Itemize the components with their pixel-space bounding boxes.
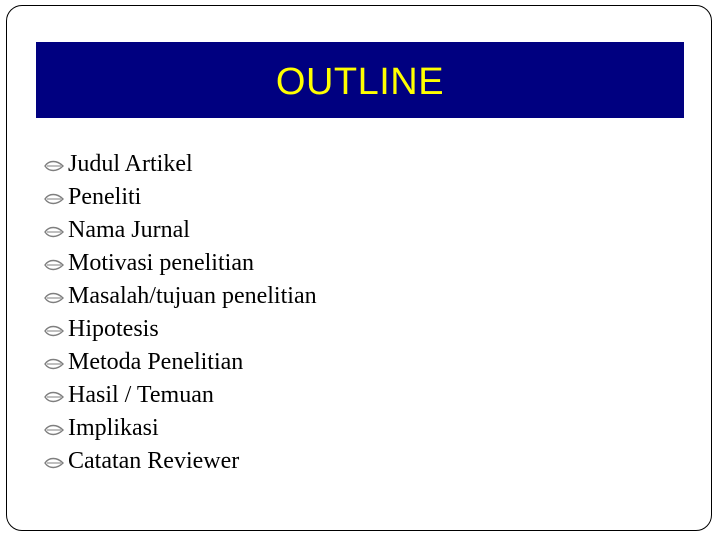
outline-list bbox=[44, 148, 317, 478]
leaf-bullet-icon bbox=[44, 357, 66, 371]
list-item-label: Hipotesis bbox=[68, 316, 159, 342]
leaf-bullet-icon bbox=[44, 390, 66, 404]
slide-title: OUTLINE bbox=[275, 60, 445, 103]
list-item-label: Judul Artikel bbox=[68, 151, 193, 177]
list-item bbox=[44, 412, 317, 445]
leaf-bullet-icon bbox=[44, 423, 66, 437]
list-item bbox=[44, 181, 317, 214]
list-item-label: Hasil / Temuan bbox=[68, 382, 214, 408]
list-item-label: Peneliti bbox=[68, 184, 142, 210]
list-item-label: Implikasi bbox=[68, 415, 159, 441]
leaf-bullet-icon bbox=[44, 291, 66, 305]
list-item bbox=[44, 247, 317, 280]
title-bar bbox=[36, 42, 684, 118]
list-item-label: Catatan Reviewer bbox=[68, 448, 240, 474]
leaf-bullet-icon bbox=[44, 258, 66, 272]
list-item-label: Masalah/tujuan penelitian bbox=[68, 283, 317, 309]
leaf-bullet-icon bbox=[44, 456, 66, 470]
list-item-label: Metoda Penelitian bbox=[68, 349, 244, 375]
list-item bbox=[44, 148, 317, 181]
leaf-bullet-icon bbox=[44, 324, 66, 338]
list-item-label: Nama Jurnal bbox=[68, 217, 190, 243]
list-item bbox=[44, 445, 317, 478]
leaf-bullet-icon bbox=[44, 159, 66, 173]
list-item bbox=[44, 280, 317, 313]
list-item bbox=[44, 214, 317, 247]
list-item bbox=[44, 379, 317, 412]
list-item bbox=[44, 346, 317, 379]
list-item bbox=[44, 313, 317, 346]
leaf-bullet-icon bbox=[44, 225, 66, 239]
leaf-bullet-icon bbox=[44, 192, 66, 206]
list-item-label: Motivasi penelitian bbox=[68, 250, 254, 276]
